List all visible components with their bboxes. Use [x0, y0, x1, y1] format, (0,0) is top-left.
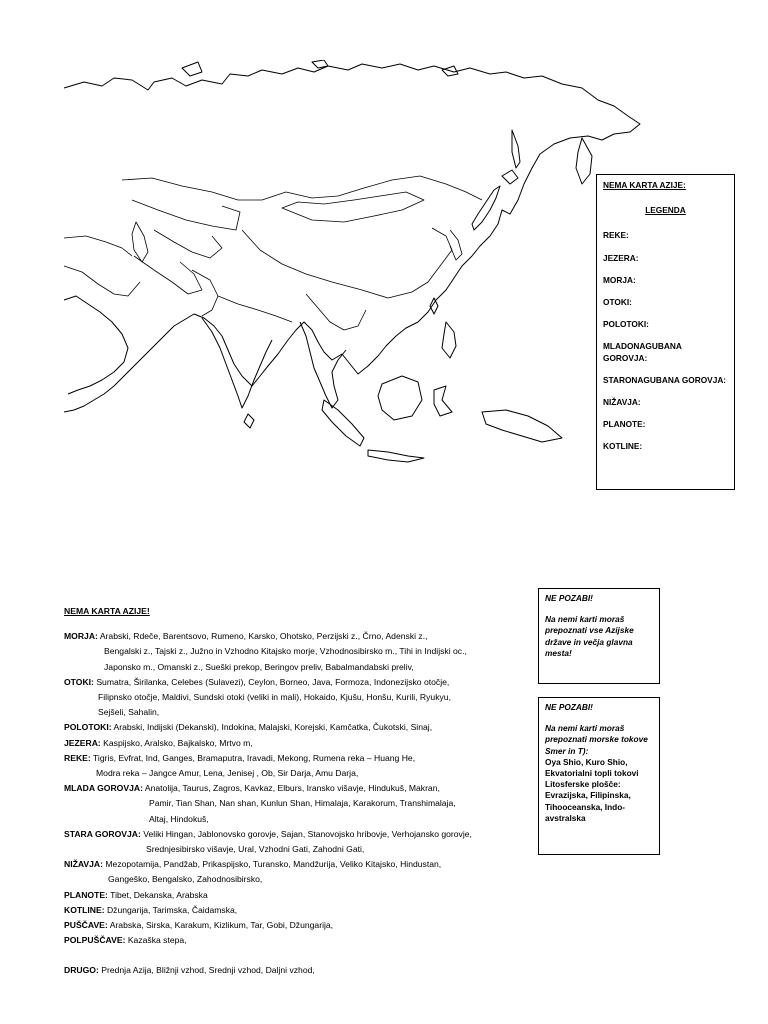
legend-row-stara-gorovja: STARONAGUBANA GOROVJA: — [603, 374, 727, 385]
border-india-north — [218, 296, 292, 322]
entry-label: MLADA GOROVJA: — [64, 783, 143, 794]
hokkaido — [502, 170, 518, 184]
border-korea — [450, 230, 462, 260]
entry-text: Altaj, Hindokuš, — [149, 813, 209, 824]
border-iran — [134, 256, 202, 294]
reminder-line: avstralska — [545, 812, 586, 823]
entry-polpuscave — [64, 933, 536, 948]
reminder-head: NE POZABI! — [545, 702, 593, 712]
reminder-line: Evrazijska, Filipinska, — [545, 790, 631, 801]
reminder-line: Litosferske plošče: — [545, 779, 621, 790]
entry-text: Sumatra, Širilanka, Celebes (Sulavezi), Ceylon, Borneo, Java, Formoza, Indonezijsko otočje, — [96, 676, 450, 687]
entry-drugo — [64, 963, 536, 978]
entry-label: STARA GOROVJA: — [64, 828, 141, 839]
entry-label: POLPUŠČAVE: — [64, 935, 126, 946]
novaya-zemlya — [182, 62, 202, 76]
entry-polotoki — [64, 720, 536, 735]
java — [368, 450, 424, 462]
border-mongolia — [282, 192, 424, 222]
entry-text: Džungarija, Tarimska, Čaidamska, — [106, 904, 238, 915]
entry-label: MORJA: — [64, 631, 98, 642]
indian-subcontinent — [202, 318, 272, 408]
entry-text: Gangeško, Bengalsko, Zahodnosibirsko, — [108, 874, 263, 885]
entry-text: Arabska, Sirska, Karakum, Kizlikum, Tar, Gobi, Džungarija, — [109, 920, 334, 931]
entry-text: Tibet, Dekanska, Arabska — [110, 889, 208, 900]
legend-box — [596, 174, 735, 490]
entry-text: Anatolija, Taurus, Zagros, Kavkaz, Elburs, Iransko višavje, Hindukuš, Makran, — [144, 783, 440, 794]
severnaya-zemlya — [312, 60, 328, 68]
indochina-peninsula — [300, 322, 346, 408]
entry-reke — [64, 751, 536, 781]
border-china — [242, 228, 452, 298]
legend-row-otoki: OTOKI: — [603, 296, 632, 307]
asia-coastline — [64, 64, 640, 412]
border-afghanistan-pakistan — [192, 270, 218, 316]
entry-text: Arabski, Indijski (Dekanski), Indokina, Malajski, Korejski, Kamčatka, Čukotski, Sinaj, — [113, 722, 433, 733]
legend-title: NEMA KARTA AZIJE: — [603, 180, 686, 190]
reminder-head: NE POZABI! — [545, 593, 593, 603]
entry-text: Tigris, Evfrat, Ind, Ganges, Bramaputra, Iravadi, Mekong, Rumena reka – Huang He, — [92, 752, 416, 763]
entry-label: KOTLINE: — [64, 904, 105, 915]
entry-stara-gorovja — [64, 827, 536, 857]
entry-text: Sejšeli, Sahalin, — [98, 707, 160, 718]
legend-row-planote: PLANOTE: — [603, 419, 646, 430]
legend-row-jezera: JEZERA: — [603, 252, 639, 263]
reminder-body — [545, 723, 653, 824]
sri-lanka — [244, 414, 254, 428]
reminder-body: Na nemi karti moraš prepoznati vse Azijske države in večja glavna mesta! — [545, 614, 634, 658]
taiwan — [430, 298, 438, 314]
reminder-box-countries — [538, 588, 660, 684]
legend-subtitle: LEGENDA — [645, 205, 686, 216]
reminder-line: Oya Shio, Kuro Shio, — [545, 756, 628, 767]
entry-text: Srednjesibirsko višavje, Ural, Vzhodni Gati, Zahodni Gati, — [146, 844, 365, 855]
legend-row-nizavja: NIŽAVJA: — [603, 396, 641, 407]
entry-label: PUŠČAVE: — [64, 920, 108, 931]
border-russia-south — [122, 176, 482, 200]
entry-jezera — [64, 736, 536, 751]
border-central-asia — [154, 230, 222, 258]
arabian-peninsula — [64, 296, 128, 394]
border-kazakhstan — [132, 200, 240, 230]
sakhalin — [512, 130, 520, 168]
kamchatka — [576, 138, 592, 184]
entry-otoki — [64, 675, 536, 721]
reminder-line: Tihooceanska, Indo- — [545, 801, 626, 812]
entry-label: DRUGO: — [64, 965, 99, 976]
japan-islands — [472, 186, 500, 230]
entry-mlada-gorovja — [64, 781, 536, 827]
legend-row-reke: REKE: — [603, 230, 629, 241]
entry-label: JEZERA: — [64, 737, 101, 748]
philippines — [442, 322, 456, 358]
entry-label: REKE: — [64, 752, 91, 763]
spacer — [64, 948, 536, 963]
new-guinea — [482, 410, 562, 442]
entry-text: Pamir, Tian Shan, Nan shan, Kunlun Shan, Himalaja, Karakorum, Transhimalaja, — [149, 798, 456, 809]
entry-text: Bengalski z., Tajski z., Južno in Vzhodno Kitajsko morje, Vzhodnosibirsko m., Tihi in Indijski oc., — [104, 646, 467, 657]
border-turkey — [64, 236, 132, 256]
entry-text: Veliki Hingan, Jablonovsko gorovje, Sajan, Stanovojsko hribovje, Verhojansko gorovje, — [143, 828, 472, 839]
sulawesi — [434, 386, 452, 416]
entry-text: Prednja Azija, Bližnji vzhod, Srednji vzhod, Daljni vzhod, — [101, 965, 315, 976]
borneo — [378, 376, 422, 420]
reminder-line: Ekvatorialni topli tokovi — [545, 767, 639, 778]
entry-label: NIŽAVJA: — [64, 859, 103, 870]
entry-label: POLOTOKI: — [64, 722, 112, 733]
section-title: NEMA KARTA AZIJE! — [64, 606, 150, 616]
entry-label: OTOKI: — [64, 676, 94, 687]
reminder-line: Na nemi karti moraš prepoznati morske tokove Smer in T): — [545, 723, 648, 756]
legend-row-morja: MORJA: — [603, 274, 636, 285]
legend-row-mlada-gorovja: MLADONAGUBANA GOROVJA: — [603, 341, 682, 363]
entry-label: PLANOTE: — [64, 889, 108, 900]
entry-planote — [64, 888, 536, 903]
entry-text: Filipnsko otočje, Maldivi, Sundski otoki (veliki in mali), Hokaido, Kjušu, Honšu, Kurili, Ryukyu, — [98, 692, 451, 703]
legend-row-kotline: KOTLINE: — [603, 441, 643, 452]
entry-text: Kaspijsko, Aralsko, Bajkalsko, Mrtvo m, — [103, 737, 253, 748]
entry-text: Arabski, Rdeče, Barentsovo, Rumeno, Karsko, Ohotsko, Perzijski z., Črno, Adenski z., — [99, 631, 428, 642]
border-middle-east — [64, 266, 140, 296]
entry-puscave — [64, 918, 536, 933]
reminder-box-currents — [538, 697, 660, 855]
sumatra — [322, 400, 364, 446]
legend-row-polotoki: POLOTOKI: — [603, 319, 649, 330]
entry-text: Modra reka – Jangce Amur, Lena, Jenisej , Ob, Sir Darja, Amu Darja, — [96, 768, 359, 779]
entry-text: Kazaška stepa, — [127, 935, 187, 946]
border-southeast-asia — [306, 294, 366, 330]
entry-kotline — [64, 903, 536, 918]
asia-outline-map — [62, 60, 644, 478]
entry-nizavja — [64, 857, 536, 887]
entry-text: Mezopotamija, Pandžab, Prikaspijsko, Turansko, Mandžurija, Veliko Kitajsko, Hindustan, — [105, 859, 442, 870]
entry-morja — [64, 629, 536, 675]
entry-text: Japonsko m., Omanski z., Sueški prekop, Beringov preliv, Babalmandabski preliv, — [104, 661, 414, 672]
term-list — [64, 604, 536, 979]
